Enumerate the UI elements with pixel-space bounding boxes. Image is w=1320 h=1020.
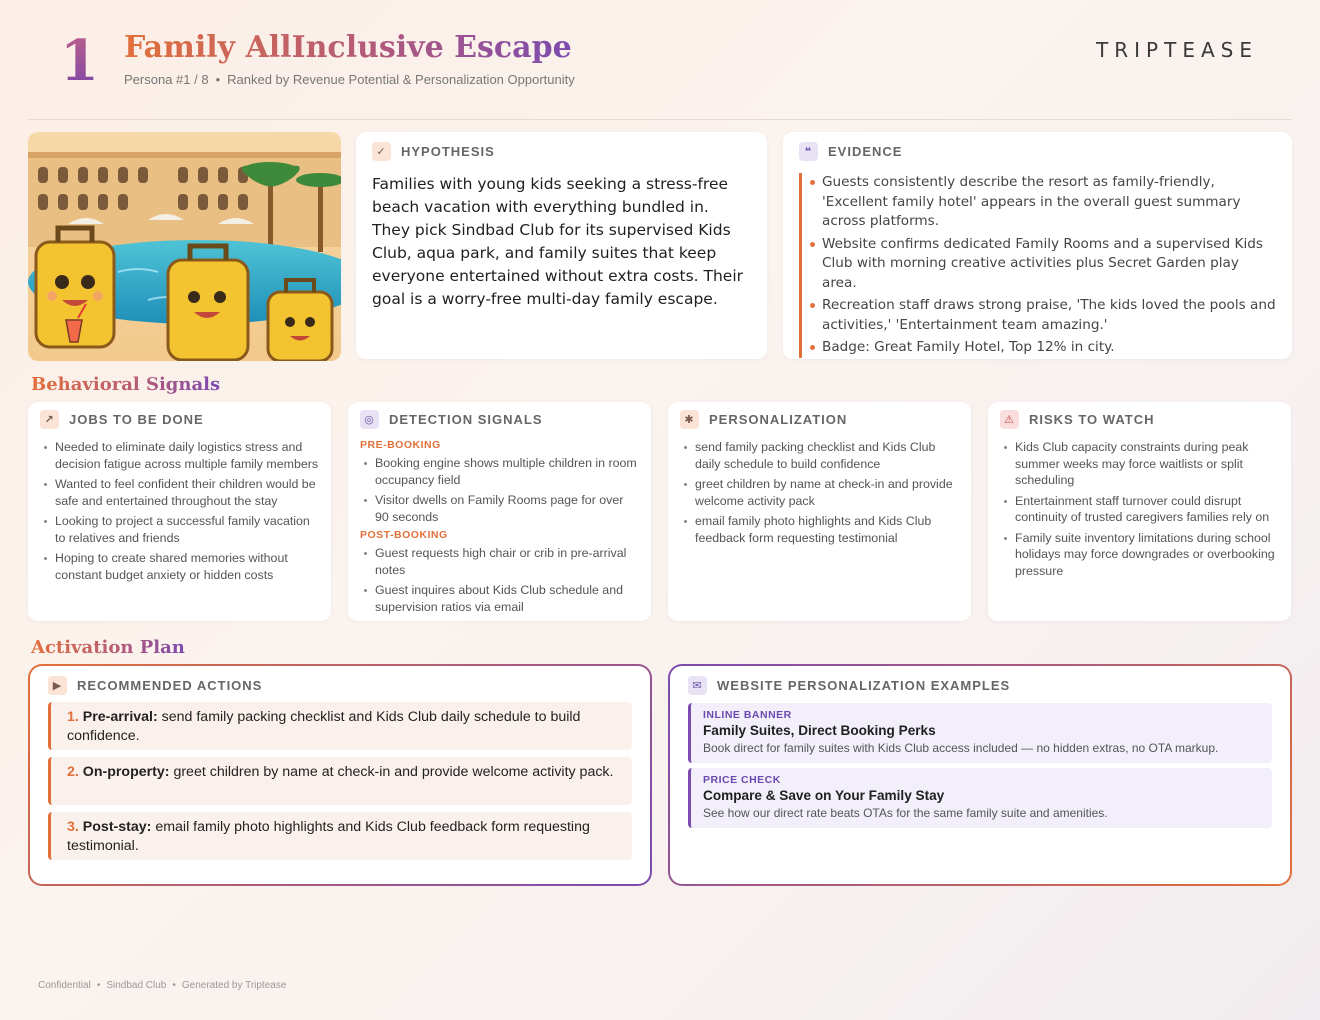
hypothesis-heading: HYPOTHESIS <box>401 144 495 159</box>
action-text: send family packing checklist and Kids Club daily schedule to build confidence. <box>67 709 581 744</box>
action-number: 3. <box>67 819 79 835</box>
list-item: Wanted to feel confident their children would be safe and entertained throughout the stay <box>40 476 319 509</box>
recommended-actions-panel <box>28 664 652 886</box>
example-description: Book direct for family suites with Kids Club access included — no hidden extras, no OTA markup. <box>703 741 1219 755</box>
jobs-heading: JOBS TO BE DONE <box>69 412 204 427</box>
risks-list <box>1000 439 1279 579</box>
sparkle-icon: ✱ <box>680 410 699 429</box>
action-number: 2. <box>67 764 79 780</box>
example-description: See how our direct rate beats OTAs for the same family suite and amenities. <box>703 806 1108 820</box>
examples-heading: WEBSITE PERSONALIZATION EXAMPLES <box>717 678 1011 693</box>
pre-booking-list <box>360 455 639 525</box>
list-item: Needed to eliminate daily logistics stress and decision fatigue across multiple family members <box>40 439 319 472</box>
envelope-icon: ✉ <box>688 676 707 695</box>
action-label: Pre-arrival: <box>82 709 158 725</box>
trend-arrow-icon: ↗ <box>40 410 59 429</box>
list-item: greet children by name at check-in and provide welcome activity pack <box>680 476 959 509</box>
persona-rank: 1 <box>60 28 99 94</box>
list-item: Visitor dwells on Family Rooms page for over 90 seconds <box>360 492 639 525</box>
personalization-header <box>680 410 959 429</box>
list-item: Hoping to create shared memories without constant budget anxiety or hidden costs <box>40 550 319 583</box>
brand-logo: TRIPTEASE <box>1096 38 1258 62</box>
example-inline-banner <box>688 703 1272 763</box>
example-price-check <box>688 768 1272 828</box>
hypothesis-header <box>372 142 751 161</box>
actions-header <box>48 676 262 695</box>
action-item <box>48 812 632 860</box>
persona-count: Persona #1 / 8 <box>124 72 209 87</box>
evidence-item: Recreation staff draws strong praise, 'The kids loved the pools and activities,' 'Entertainment team amazing.' <box>822 296 1276 335</box>
list-item: Family suite inventory limitations during school holidays may force downgrades or overbooking pressure <box>1000 530 1279 580</box>
hypothesis-text: Families with young kids seeking a stress-free beach vacation with everything bundled in. They pick Sindbad Club for its supervised Kids Club, aqua park, and family suites that keep everyone entertained without extra costs. Their goal is a worry-free multi-day family escape. <box>372 175 744 308</box>
header-divider <box>28 119 1292 120</box>
jobs-list <box>40 439 319 583</box>
risks-heading: RISKS TO WATCH <box>1029 412 1155 427</box>
detection-heading: DETECTION SIGNALS <box>389 412 543 427</box>
action-item <box>48 702 632 750</box>
detection-header <box>360 410 639 429</box>
persona-title: Family AllInclusive Escape <box>124 30 572 65</box>
list-item: Entertainment staff turnover could disrupt continuity of trusted caregivers families rely on <box>1000 493 1279 526</box>
action-label: On-property: <box>82 764 170 780</box>
pre-booking-label: PRE-BOOKING <box>360 439 441 451</box>
behavioral-signals-title: Behavioral Signals <box>31 374 221 395</box>
example-headline: Compare & Save on Your Family Stay <box>703 788 945 803</box>
action-number: 1. <box>67 709 79 725</box>
list-item: Guest inquires about Kids Club schedule and supervision ratios via email <box>360 582 639 615</box>
example-tag: INLINE BANNER <box>703 709 792 721</box>
hypothesis-card <box>356 132 767 359</box>
post-booking-list <box>360 545 639 615</box>
evidence-header <box>799 142 1276 161</box>
personalization-list <box>680 439 959 546</box>
evidence-list <box>799 173 1276 358</box>
website-examples-panel <box>668 664 1292 886</box>
evidence-item: Website confirms dedicated Family Rooms and a supervised Kids Club with morning creative activities plus Secret Garden play area. <box>822 235 1276 294</box>
footer-generated: Generated by Triptease <box>181 980 287 991</box>
action-label: Post-stay: <box>82 819 152 835</box>
examples-header <box>688 676 1010 695</box>
risks-card <box>988 402 1291 621</box>
check-icon: ✓ <box>372 142 391 161</box>
list-item: email family photo highlights and Kids Club feedback form requesting testimonial <box>680 513 959 546</box>
footer-hotel: Sindbad Club <box>106 980 167 991</box>
action-text: greet children by name at check-in and provide welcome activity pack. <box>169 764 614 780</box>
personalization-heading: PERSONALIZATION <box>709 412 848 427</box>
example-headline: Family Suites, Direct Booking Perks <box>703 723 936 738</box>
evidence-card <box>783 132 1292 359</box>
quote-icon: ❝ <box>799 142 818 161</box>
page-header <box>0 0 1320 120</box>
play-icon: ▶ <box>48 676 67 695</box>
footer-confidential: Confidential <box>38 980 91 991</box>
evidence-item: Guests consistently describe the resort as family-friendly, 'Excellent family hotel' appears in the overall guest summary across platforms. <box>822 173 1276 232</box>
list-item: Guest requests high chair or crib in pre-arrival notes <box>360 545 639 578</box>
personalization-card <box>668 402 971 621</box>
list-item: send family packing checklist and Kids Club daily schedule to build confidence <box>680 439 959 472</box>
persona-subtitle: Persona #1 / 8 • Ranked by Revenue Potential & Personalization Opportunity <box>124 72 575 87</box>
jobs-header <box>40 410 319 429</box>
evidence-heading: EVIDENCE <box>828 144 903 159</box>
page-footer: Confidential • Sindbad Club • Generated by Triptease <box>38 980 287 991</box>
example-tag: PRICE CHECK <box>703 774 781 786</box>
evidence-item: Badge: Great Family Hotel, Top 12% in city. <box>822 338 1276 358</box>
ranking-note: Ranked by Revenue Potential & Personalization Opportunity <box>227 72 575 87</box>
activation-plan-title: Activation Plan <box>31 637 185 658</box>
detection-signals-card <box>348 402 651 621</box>
post-booking-label: POST-BOOKING <box>360 529 448 541</box>
list-item: Kids Club capacity constraints during peak summer weeks may force waitlists or split scheduling <box>1000 439 1279 489</box>
target-icon: ◎ <box>360 410 379 429</box>
action-text: email family photo highlights and Kids Club feedback form requesting testimonial. <box>67 819 590 854</box>
action-item <box>48 757 632 805</box>
actions-heading: RECOMMENDED ACTIONS <box>77 678 263 693</box>
list-item: Booking engine shows multiple children in room occupancy field <box>360 455 639 488</box>
list-item: Looking to project a successful family vacation to relatives and friends <box>40 513 319 546</box>
risks-header <box>1000 410 1279 429</box>
jobs-to-be-done-card <box>28 402 331 621</box>
hero-illustration <box>28 132 341 361</box>
warning-icon: ⚠ <box>1000 410 1019 429</box>
